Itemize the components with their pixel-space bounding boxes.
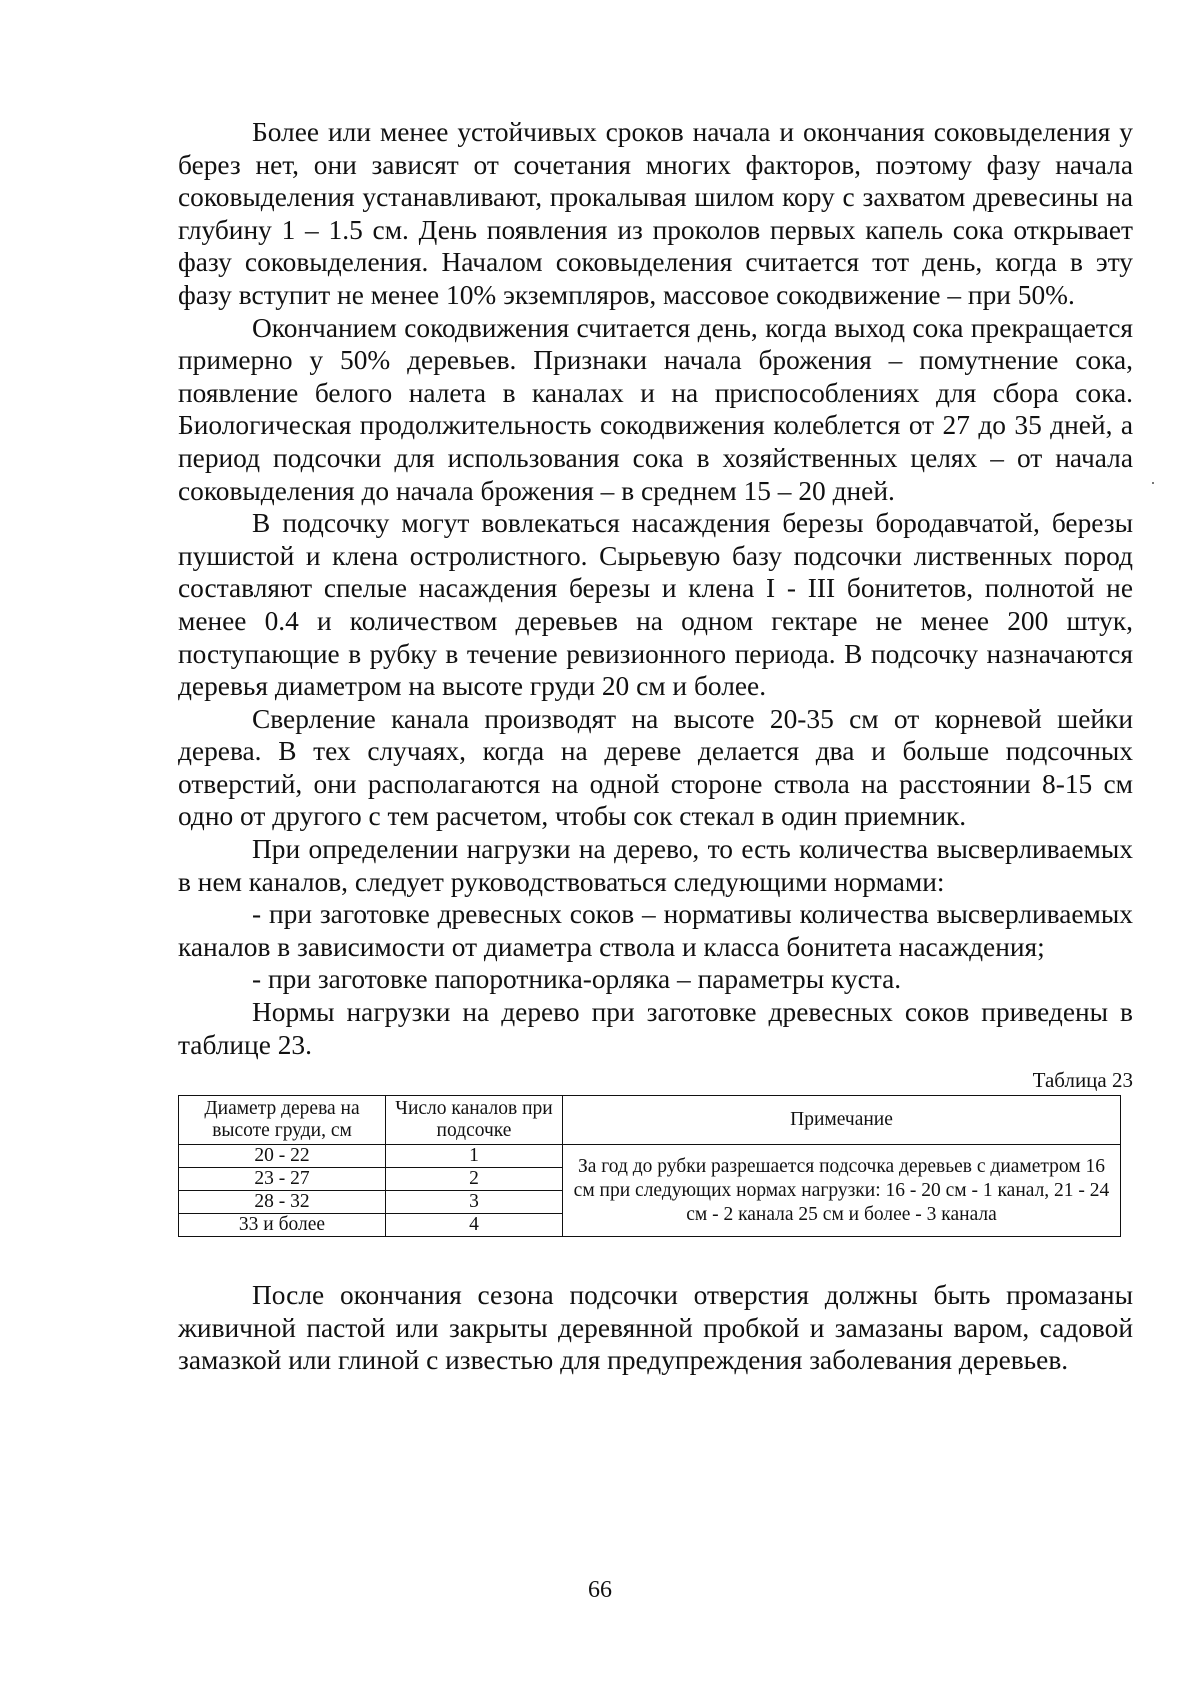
paragraph-load-norms: При определении нагрузки на дерево, то есть количества высверливаемых в нем каналов, следует руководствоваться следующими нормами: bbox=[178, 834, 1133, 897]
header-note: Примечание bbox=[563, 1096, 1121, 1145]
cell-channels: 3 bbox=[386, 1191, 563, 1214]
spacer bbox=[178, 1237, 1133, 1279]
cell-diameter: 23 - 27 bbox=[179, 1168, 386, 1191]
table-header-row bbox=[179, 1096, 1121, 1145]
list-item-fern: - при заготовке папоротника-орляка – параметры куста. bbox=[252, 964, 902, 995]
scan-speck bbox=[1152, 482, 1154, 484]
cell-diameter: 33 и более bbox=[179, 1214, 386, 1237]
paragraph-stands: В подсочку могут вовлекаться насаждения березы бородавчатой, березы пушистой и клена остролистного. Сырьевую базу подсочки лиственных пород составляют спелые насаждения березы и клена I - III бонитетов, полнотой не менее 0.4 и количеством деревьев на одном гектаре не менее 200 штук, поступающие в рубку в течение ревизионного периода. В подсочку назначаются деревья диаметром на высоте груди 20 см и более. bbox=[178, 508, 1133, 702]
list-item-tree-sap: - при заготовке древесных соков – нормативы количества высверливаемых каналов в зависимости от диаметра ствола и класса бонитета насаждения; bbox=[178, 899, 1133, 962]
paragraph-sap-flow-end: Окончанием сокодвижения считается день, когда выход сока прекращается примерно у 50% деревьев. Признаки начала брожения – помутнение сока, появление белого налета в каналах и на приспособлениях для сбора сока. Биологическая продолжительность сокодвижения колеблется от 27 до 35 дней, а период подсочки для использования сока в хозяйственных целях – от начала соковыделения до начала брожения – в среднем 15 – 20 дней. bbox=[178, 312, 1133, 506]
paragraph-sap-flow-start: Более или менее устойчивых сроков начала и окончания соковыделения у берез нет, они зависят от сочетания многих факторов, поэтому фазу начала соковыделения устанавливают, прокалывая шилом кору с захватом древесины на глубину 1 – 1.5 см. День появления из проколов первых капель сока открывает фазу соковыделения. Началом соковыделения считается тот день, когда в эту фазу вступит не менее 10% экземпляров, массовое сокодвижение – при 50%. bbox=[178, 117, 1133, 310]
header-diameter: Диаметр дерева на высоте груди, см bbox=[179, 1096, 386, 1145]
page-number: 66 bbox=[588, 1577, 612, 1603]
paragraph-table-reference: Нормы нагрузки на дерево при заготовке древесных соков приведены в таблице 23. bbox=[178, 997, 1133, 1060]
header-channels: Число каналов при подсочке bbox=[386, 1096, 563, 1145]
table-row bbox=[179, 1145, 1121, 1168]
paragraph-drilling: Сверление канала производят на высоте 20-35 см от корневой шейки дерева. В тех случаях, когда на дереве делается два и больше подсочных отверстий, они располагаются на одной стороне ствола на расстоянии 8-15 см одно от другого с тем расчетом, чтобы сок стекал в один приемник. bbox=[178, 703, 1133, 832]
cell-note: За год до рубки разрешается подсочка деревьев с диаметром 16 см при следующих нормах нагрузки: 16 - 20 см - 1 канал, 21 - 24 см - 2 канала 25 см и более - 3 канала bbox=[563, 1145, 1121, 1237]
page-body bbox=[178, 116, 1133, 1377]
cell-channels: 1 bbox=[386, 1145, 563, 1168]
paragraph-sealing: После окончания сезона подсочки отверстия должны быть промазаны живичной пастой или закрыты деревянной пробкой и замазаны варом, садовой замазкой или глиной с известью для предупреждения заболевания деревьев. bbox=[178, 1280, 1133, 1376]
cell-channels: 2 bbox=[386, 1168, 563, 1191]
cell-diameter: 20 - 22 bbox=[179, 1145, 386, 1168]
table-caption: Таблица 23 bbox=[1032, 1068, 1133, 1093]
cell-channels: 4 bbox=[386, 1214, 563, 1237]
cell-diameter: 28 - 32 bbox=[179, 1191, 386, 1214]
norms-table bbox=[178, 1095, 1121, 1237]
